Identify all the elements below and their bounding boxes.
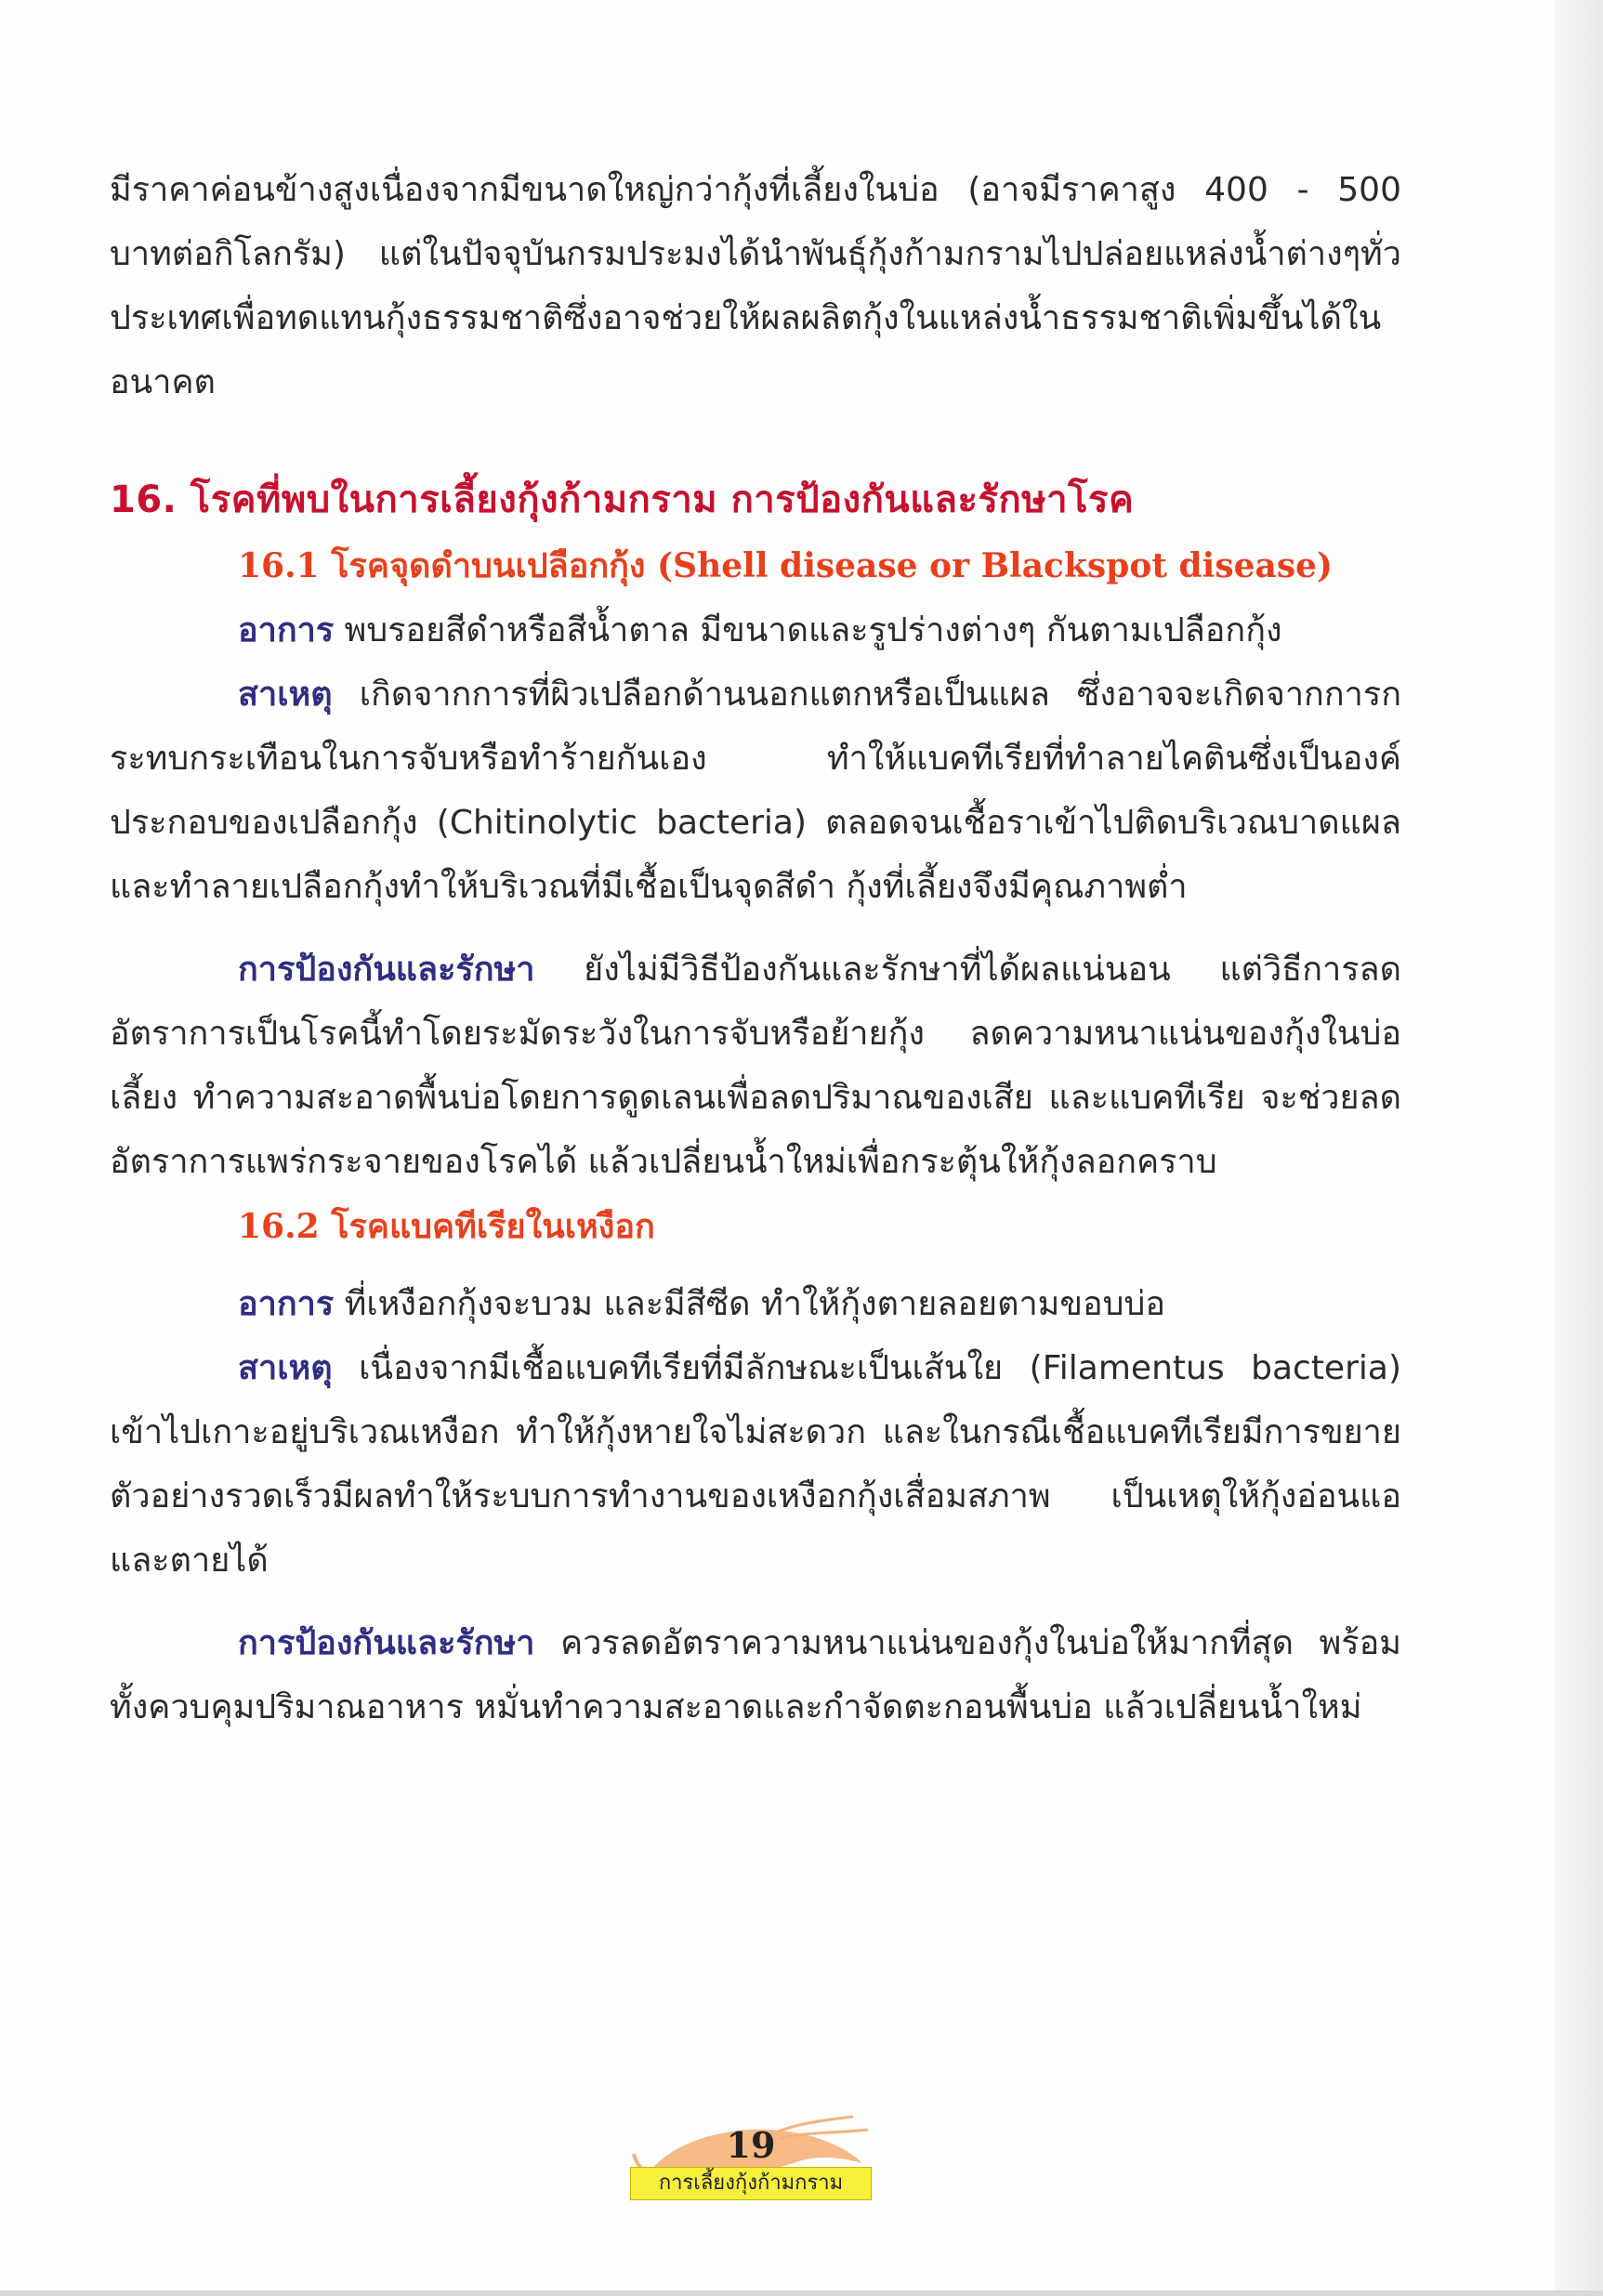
footer-book-title: การเลี้ยงกุ้งก้ามกราม: [630, 2167, 872, 2200]
cause-text: เกิดจากการที่ผิวเปลือกด้านนอกแตกหรือเป็นแผล ซึ่งอาจจะเกิดจากการกระทบกระเทือนในการจับหรือทำร้ายกันเอง ทำให้แบคทีเรียที่ทำลายไคตินซึ่งเป็นองค์ประกอบของเปลือกกุ้ง (Chitinolytic bacteria) ตลอดจนเชื้อราเข้าไปติดบริเวณบาดแผลและทำลายเปลือกกุ้งทำให้บริเวณที่มีเชื้อเป็นจุดสีดำ กุ้งที่เลี้ยงจึงมีคุณภาพต่ำ: [110, 676, 1401, 906]
section-16-2-heading: 16.2 โรคแบคทีเรียในเหงือก: [238, 1207, 655, 1246]
symptom-text: ที่เหงือกกุ้งจะบวม และมีสีซีด ทำให้กุ้งตายลอยตามขอบบ่อ: [334, 1285, 1165, 1323]
intro-paragraph: มีราคาค่อนข้างสูงเนื่องจากมีขนาดใหญ่กว่ากุ้งที่เลี้ยงในบ่อ (อาจมีราคาสูง 400 - 500 บาทต่อกิโลกรัม) แต่ในปัจจุบันกรมประมงได้นำพันธุ์กุ้งก้ามกรามไปปล่อยแหล่งน้ำต่างๆทั่วประเทศเพื่อทดแทนกุ้งธรรมชาติซึ่งอาจช่วยให้ผลผลิตกุ้งในแหล่งน้ำธรรมชาติเพิ่มขึ้นได้ในอนาคต: [110, 171, 1401, 401]
treatment-label: การป้องกันและรักษา: [238, 951, 535, 989]
page-edge-shadow: [1555, 0, 1603, 2296]
section-16-1-heading: 16.1 โรคจุดดำบนเปลือกกุ้ง (Shell disease or Blackspot disease): [238, 546, 1334, 585]
treatment-text: ยังไม่มีวิธีป้องกันและรักษาที่ได้ผลแน่นอน แต่วิธีการลดอัตราการเป็นโรคนี้ทำโดยระมัดระวังในการจับหรือย้ายกุ้ง ลดความหนาแน่นของกุ้งในบ่อเลี้ยง ทำความสะอาดพื้นบ่อโดยการดูดเลนเพื่อลดปริมาณของเสีย และแบคทีเรีย จะช่วยลดอัตราการแพร่กระจายของโรคได้ แล้วเปลี่ยนน้ำใหม่เพื่อกระตุ้นให้กุ้งลอกคราบ: [110, 951, 1401, 1181]
symptom-text: พบรอยสีดำหรือสีน้ำตาล มีขนาดและรูปร่างต่างๆ กันตามเปลือกกุ้ง: [334, 611, 1282, 649]
treatment-paragraph-16-2: [110, 1611, 1401, 1739]
cause-text: เนื่องจากมีเชื้อแบคทีเรียที่มีลักษณะเป็นเส้นใย (Filamentus bacteria) เข้าไปเกาะอยู่บริเวณเหงือก ทำให้กุ้งหายใจไม่สะดวก และในกรณีเชื้อแบคทีเรียมีการขยายตัวอย่างรวดเร็วมีผลทำให้ระบบการทำงานของเหงือกกุ้งเสื่อมสภาพ เป็นเหตุให้กุ้งอ่อนแอและตายได้: [110, 1349, 1401, 1580]
treatment-paragraph-16-1: [110, 938, 1401, 1194]
symptom-paragraph-16-2: [110, 1272, 1401, 1336]
symptom-label: อาการ: [238, 611, 335, 649]
symptom-paragraph-16-1: [110, 598, 1401, 663]
cause-label: สาเหตุ: [238, 676, 333, 714]
page-bottom-edge: [0, 2290, 1603, 2296]
treatment-label: การป้องกันและรักษา: [238, 1624, 535, 1662]
cause-paragraph-16-1: [110, 663, 1401, 919]
cause-label: สาเหตุ: [238, 1349, 333, 1387]
symptom-label: อาการ: [238, 1285, 335, 1323]
page-number: 19: [726, 2124, 776, 2166]
section-16-heading: 16. โรคที่พบในการเลี้ยงกุ้งก้ามกราม การป้องกันและรักษาโรค: [110, 479, 1135, 521]
page-footer: [630, 2115, 872, 2200]
page-content: [110, 158, 1401, 1739]
treatment-text: ควรลดอัตราความหนาแน่นของกุ้งในบ่อให้มากที่สุด พร้อมทั้งควบคุมปริมาณอาหาร หมั่นทำความสะอาดและกำจัดตะกอนพื้นบ่อ แล้วเปลี่ยนน้ำใหม่: [110, 1624, 1401, 1726]
cause-paragraph-16-2: [110, 1336, 1401, 1593]
